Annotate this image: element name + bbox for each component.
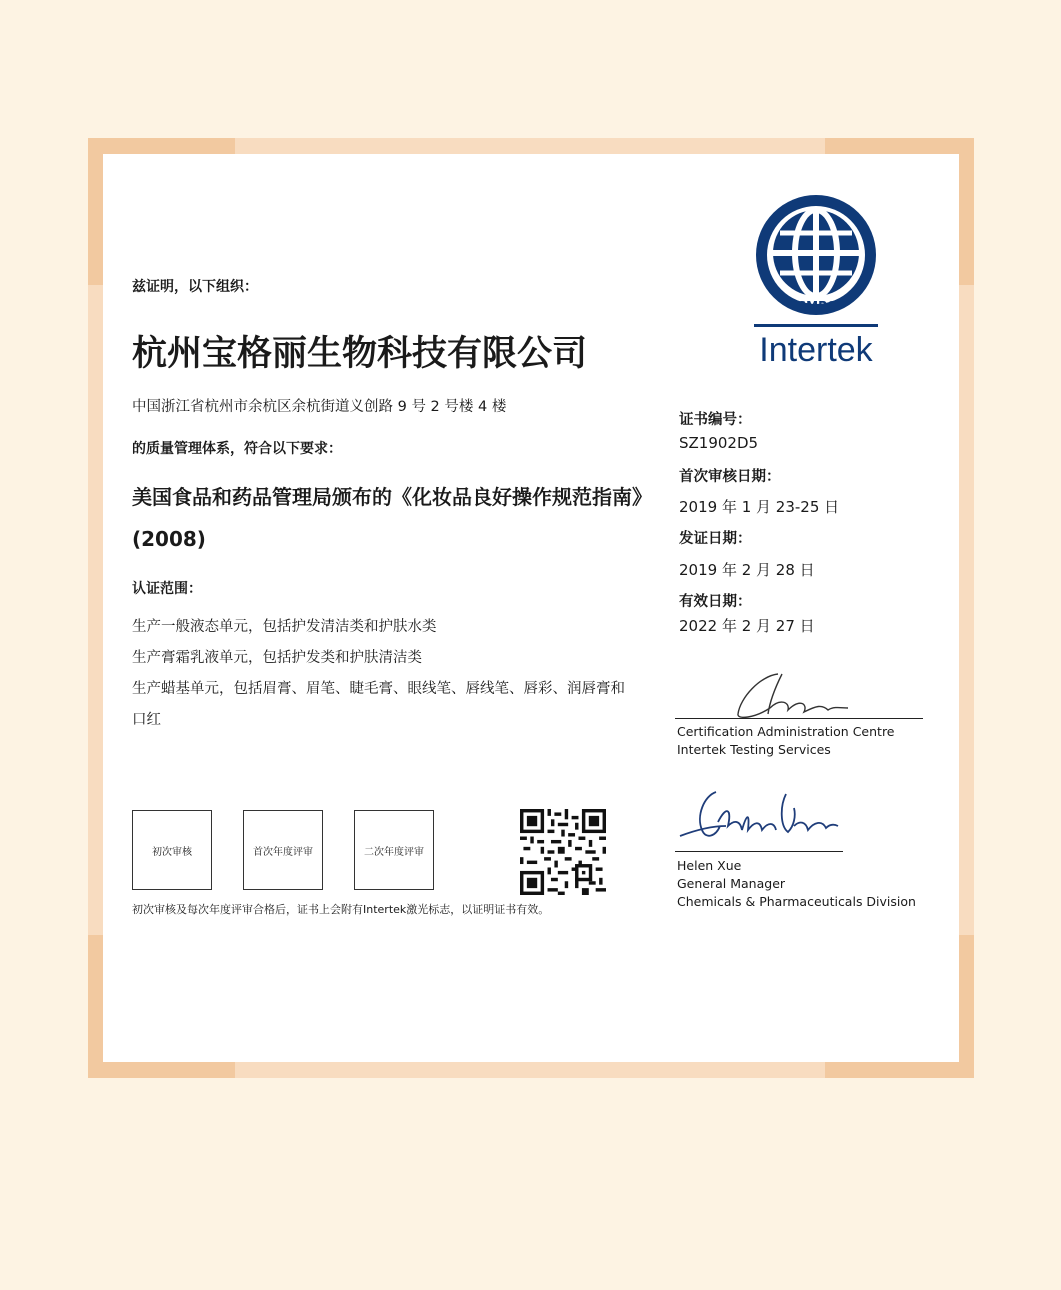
stamp-box-initial-audit <box>132 810 212 890</box>
first-audit-label: 首次审核日期： <box>679 469 781 485</box>
stamp-box-label: 初次审核 <box>152 846 192 858</box>
intro-text: 兹证明，以下组织： <box>132 279 258 295</box>
stamp-box-first-annual <box>243 810 323 890</box>
intertek-logo <box>752 193 880 373</box>
valid-date-label: 有效日期： <box>679 594 752 610</box>
scope-label: 认证范围： <box>132 581 202 597</box>
qms-statement: 的质量管理体系，符合以下要求： <box>132 441 342 457</box>
signature-2-name: Helen Xue <box>677 858 742 873</box>
frame-band-top <box>235 138 825 154</box>
first-audit-date: 2019 年 1 月 23-25 日 <box>679 498 840 516</box>
issue-date: 2019 年 2 月 28 日 <box>679 561 815 579</box>
stamp-note: 初次审核及每次年度评审合格后，证书上会附有Intertek激光标志，以证明证书有效。 <box>132 903 550 916</box>
signature-1 <box>730 668 860 720</box>
signature-1-text <box>677 723 895 759</box>
signature-1-sub: Intertek Testing Services <box>677 742 831 757</box>
stamp-box-label: 二次年度评审 <box>364 846 424 858</box>
issue-date-label: 发证日期： <box>679 531 752 547</box>
cert-number-label: 证书编号： <box>679 412 752 428</box>
signature-2-line <box>675 851 843 852</box>
scope-item: 生产膏霜乳液单元，包括护发类和护肤清洁类 <box>132 650 422 666</box>
logo-brand-text: Intertek <box>759 331 873 369</box>
company-name: 杭州宝格丽生物科技有限公司 <box>132 334 588 374</box>
scope-item: 生产蜡基单元，包括眉膏、眉笔、睫毛膏、眼线笔、唇线笔、唇彩、润唇膏和口红 <box>132 681 625 728</box>
frame-band-bottom <box>235 1062 825 1078</box>
scope-list <box>132 612 637 736</box>
signature-2-title: General Manager <box>677 876 786 891</box>
cert-number: SZ1902D5 <box>679 434 759 452</box>
company-address: 中国浙江省杭州市余杭区余杭街道义创路 9 号 2 号楼 4 楼 <box>132 399 507 415</box>
stamp-box-label: 首次年度评审 <box>253 846 313 858</box>
signature-2-division: Chemicals & Pharmaceuticals Division <box>677 894 916 909</box>
signature-1-org: Certification Administration Centre <box>677 724 895 739</box>
logo-badge-text: GMPC <box>796 299 836 313</box>
standard-title: 美国食品和药品管理局颁布的《化妆品良好操作规范指南》(2008) <box>132 485 642 551</box>
scope-item: 生产一般液态单元，包括护发清洁类和护肤水类 <box>132 619 437 635</box>
qr-code-icon <box>520 809 606 895</box>
stamp-box-second-annual <box>354 810 434 890</box>
signature-2-text <box>677 857 916 911</box>
signature-2 <box>676 786 846 852</box>
frame-band-right <box>959 285 974 935</box>
frame-band-left <box>88 285 103 935</box>
valid-date: 2022 年 2 月 27 日 <box>679 617 815 635</box>
signature-1-line <box>675 718 923 719</box>
